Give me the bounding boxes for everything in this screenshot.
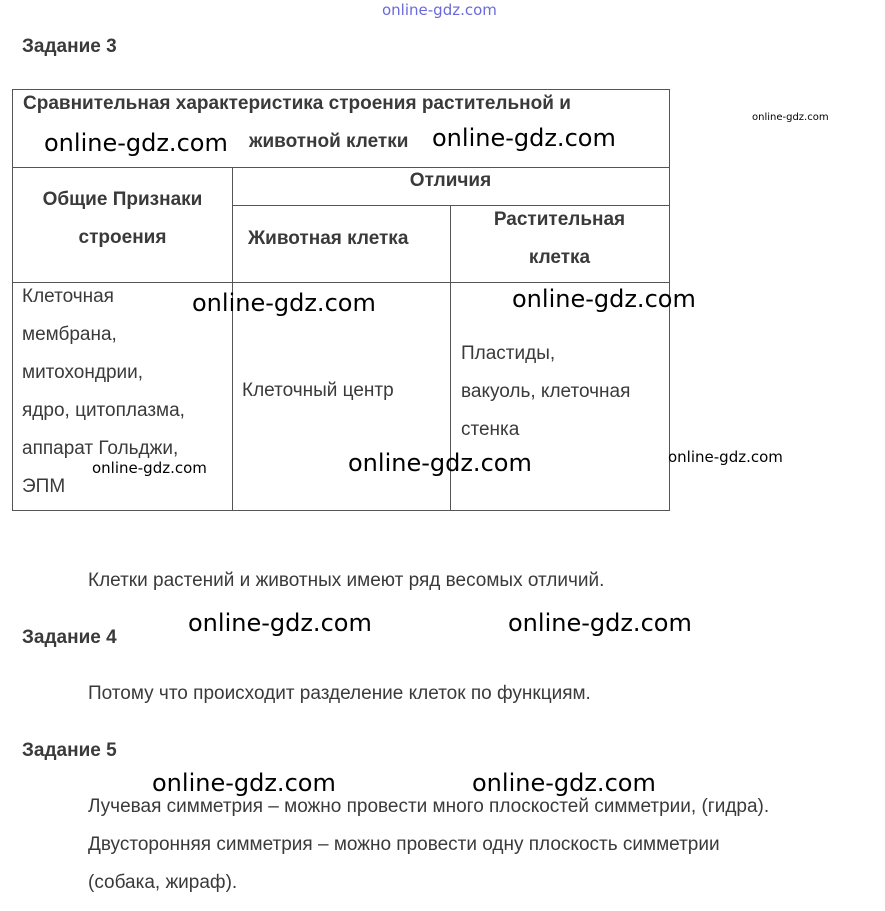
col1-body-line: ядро, цитоплазма, [22,400,185,421]
watermark: online-gdz.com [668,448,783,466]
col3-body-line: Пластиды, [461,343,556,364]
table-title-line: животной клетки [249,131,409,152]
task5-answer [88,788,878,902]
col2-body: Клеточный центр [242,380,394,401]
table-title-line: Сравнительная характеристика строения растительной и [23,93,571,114]
watermark-top: online-gdz.com [382,1,497,19]
col3-header-line: Растительная [493,209,626,230]
watermark: online-gdz.com [752,112,829,123]
watermark: online-gdz.com [472,769,656,797]
col1-header-line: Общие Признаки [42,189,203,210]
task5-answer-line: (собака, жираф). [88,872,238,893]
watermark: online-gdz.com [348,449,532,477]
watermark: online-gdz.com [44,129,228,157]
watermark: online-gdz.com [188,609,372,637]
task4-answer: Потому что происходит разделение клеток по функциям. [88,683,591,704]
col1-body-line: мембрана, [22,324,117,345]
col3-body [461,335,669,449]
col1-body-line: ЭПМ [22,476,66,497]
watermark: online-gdz.com [432,124,616,152]
col1-body-line: Клеточная [22,286,114,307]
task5-answer-line: Лучевая симметрия – можно провести много плоскостей симметрии, (гидра). [88,796,770,817]
task3-answer: Клетки растений и животных имеют ряд весомых отличий. [88,570,605,591]
col1-body-line: аппарат Гольджи, [22,438,179,459]
col3-body-line: стенка [461,419,520,440]
col3-body-line: вакуоль, клеточная [461,381,631,402]
col3-header [450,201,669,277]
watermark: online-gdz.com [92,459,207,477]
watermark: online-gdz.com [152,769,336,797]
task5-heading: Задание 5 [22,740,117,761]
task4-heading: Задание 4 [22,627,117,648]
task3-heading: Задание 3 [22,36,117,57]
watermark: online-gdz.com [192,289,376,317]
task5-answer-line: Двусторонняя симметрия – можно провести одну плоскость симметрии [88,834,720,855]
watermark: online-gdz.com [508,609,692,637]
watermark: online-gdz.com [512,285,696,313]
col1-header [13,181,232,257]
col3-header-line: клетка [528,247,591,268]
col2-header: Животная клетка [248,228,409,249]
col1-header-line: строения [78,227,167,248]
differences-header: Отличия [409,170,492,191]
col1-body-line: митохондрии, [22,362,144,383]
table-divider [232,167,233,510]
